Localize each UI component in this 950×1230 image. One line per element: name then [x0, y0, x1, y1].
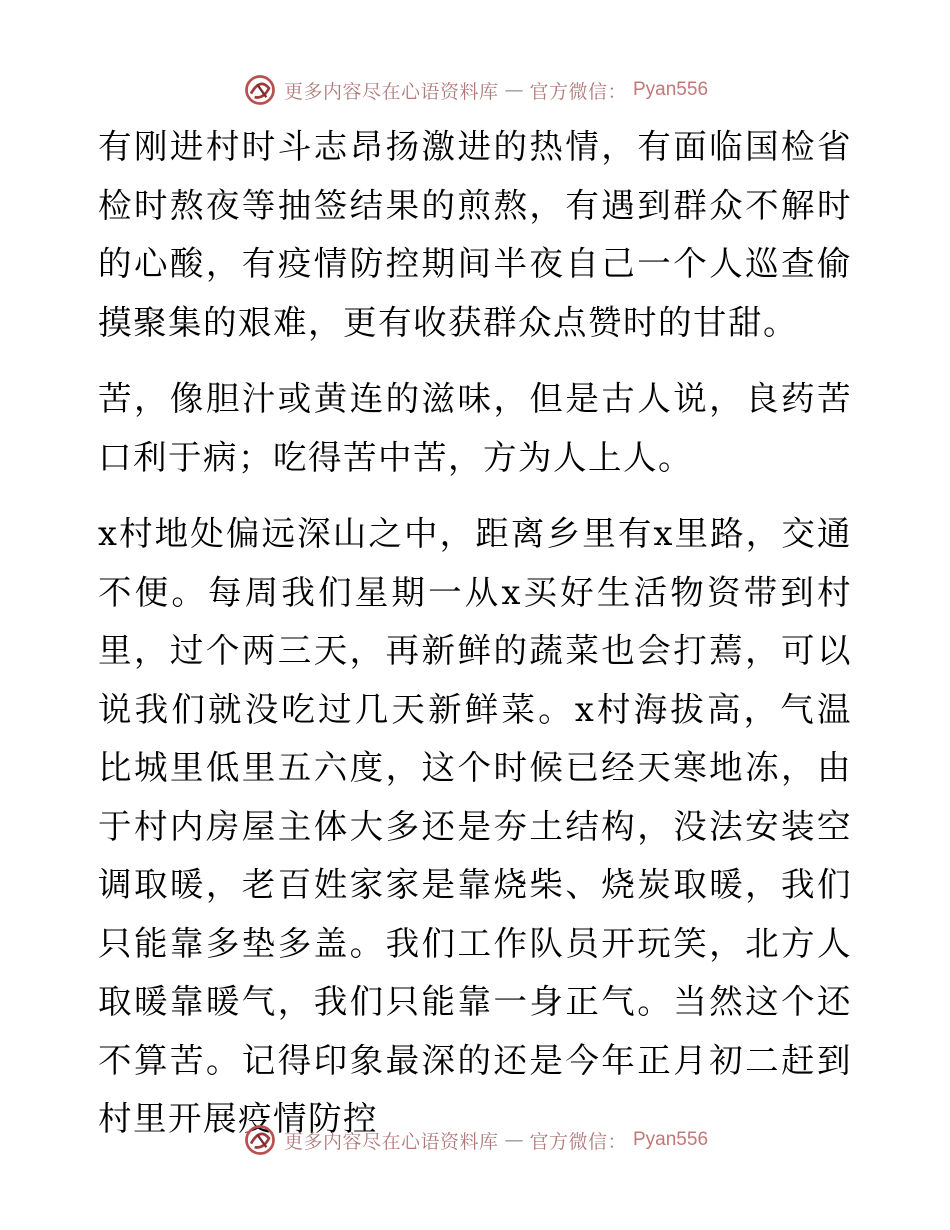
watermark-main-text: 更多内容尽在心语资料库	[283, 1130, 499, 1153]
paragraph-1: 有刚进村时斗志昂扬激进的热情，有面临国检省检时熬夜等抽签结果的煎熬，有遇到群众不解时的心酸，有疫情防控期间半夜自己一个人巡查偷摸聚集的艰难，更有收获群众点赞时的甘甜。	[98, 127, 852, 342]
document-body	[98, 118, 852, 1167]
watermark-account: Pyan556	[633, 1129, 709, 1150]
footer-watermark	[0, 1120, 950, 1160]
watermark-account: Pyan556	[633, 79, 709, 100]
paragraph-3: x村地处偏远深山之中，距离乡里有x里路，交通不便。每周我们星期一从x买好生活物资带到村里，过个两三天，再新鲜的蔬菜也会打蔫，可以说我们就没吃过几天新鲜菜。x村海拔高，气温比城里低里五六度，这个时候已经天寒地冻，由于村内房屋主体大多还是夯土结构，没法安装空调取暖，老百姓家家是靠烧柴、烧炭取暖，我们只能靠多垫多盖。我们工作队员开玩笑，北方人取暖靠暖气，我们只能靠一身正气。当然这个还不算苦。记得印象最深的还是今年正月初二赶到村里开展疫情防控	[98, 514, 852, 1138]
watermark-label: 官方微信：	[529, 1130, 627, 1153]
watermark-separator: —	[504, 1129, 524, 1151]
watermark-separator: —	[504, 79, 524, 101]
watermark-label: 官方微信：	[529, 80, 627, 103]
header-watermark	[0, 70, 950, 110]
paragraph-2: 苦，像胆汁或黄连的滋味，但是古人说，良药苦口利于病；吃得苦中苦，方为人上人。	[98, 379, 852, 477]
watermark-main-text: 更多内容尽在心语资料库	[283, 80, 499, 103]
red-swirl-logo-icon	[242, 1122, 278, 1158]
red-swirl-logo-icon	[242, 72, 278, 108]
